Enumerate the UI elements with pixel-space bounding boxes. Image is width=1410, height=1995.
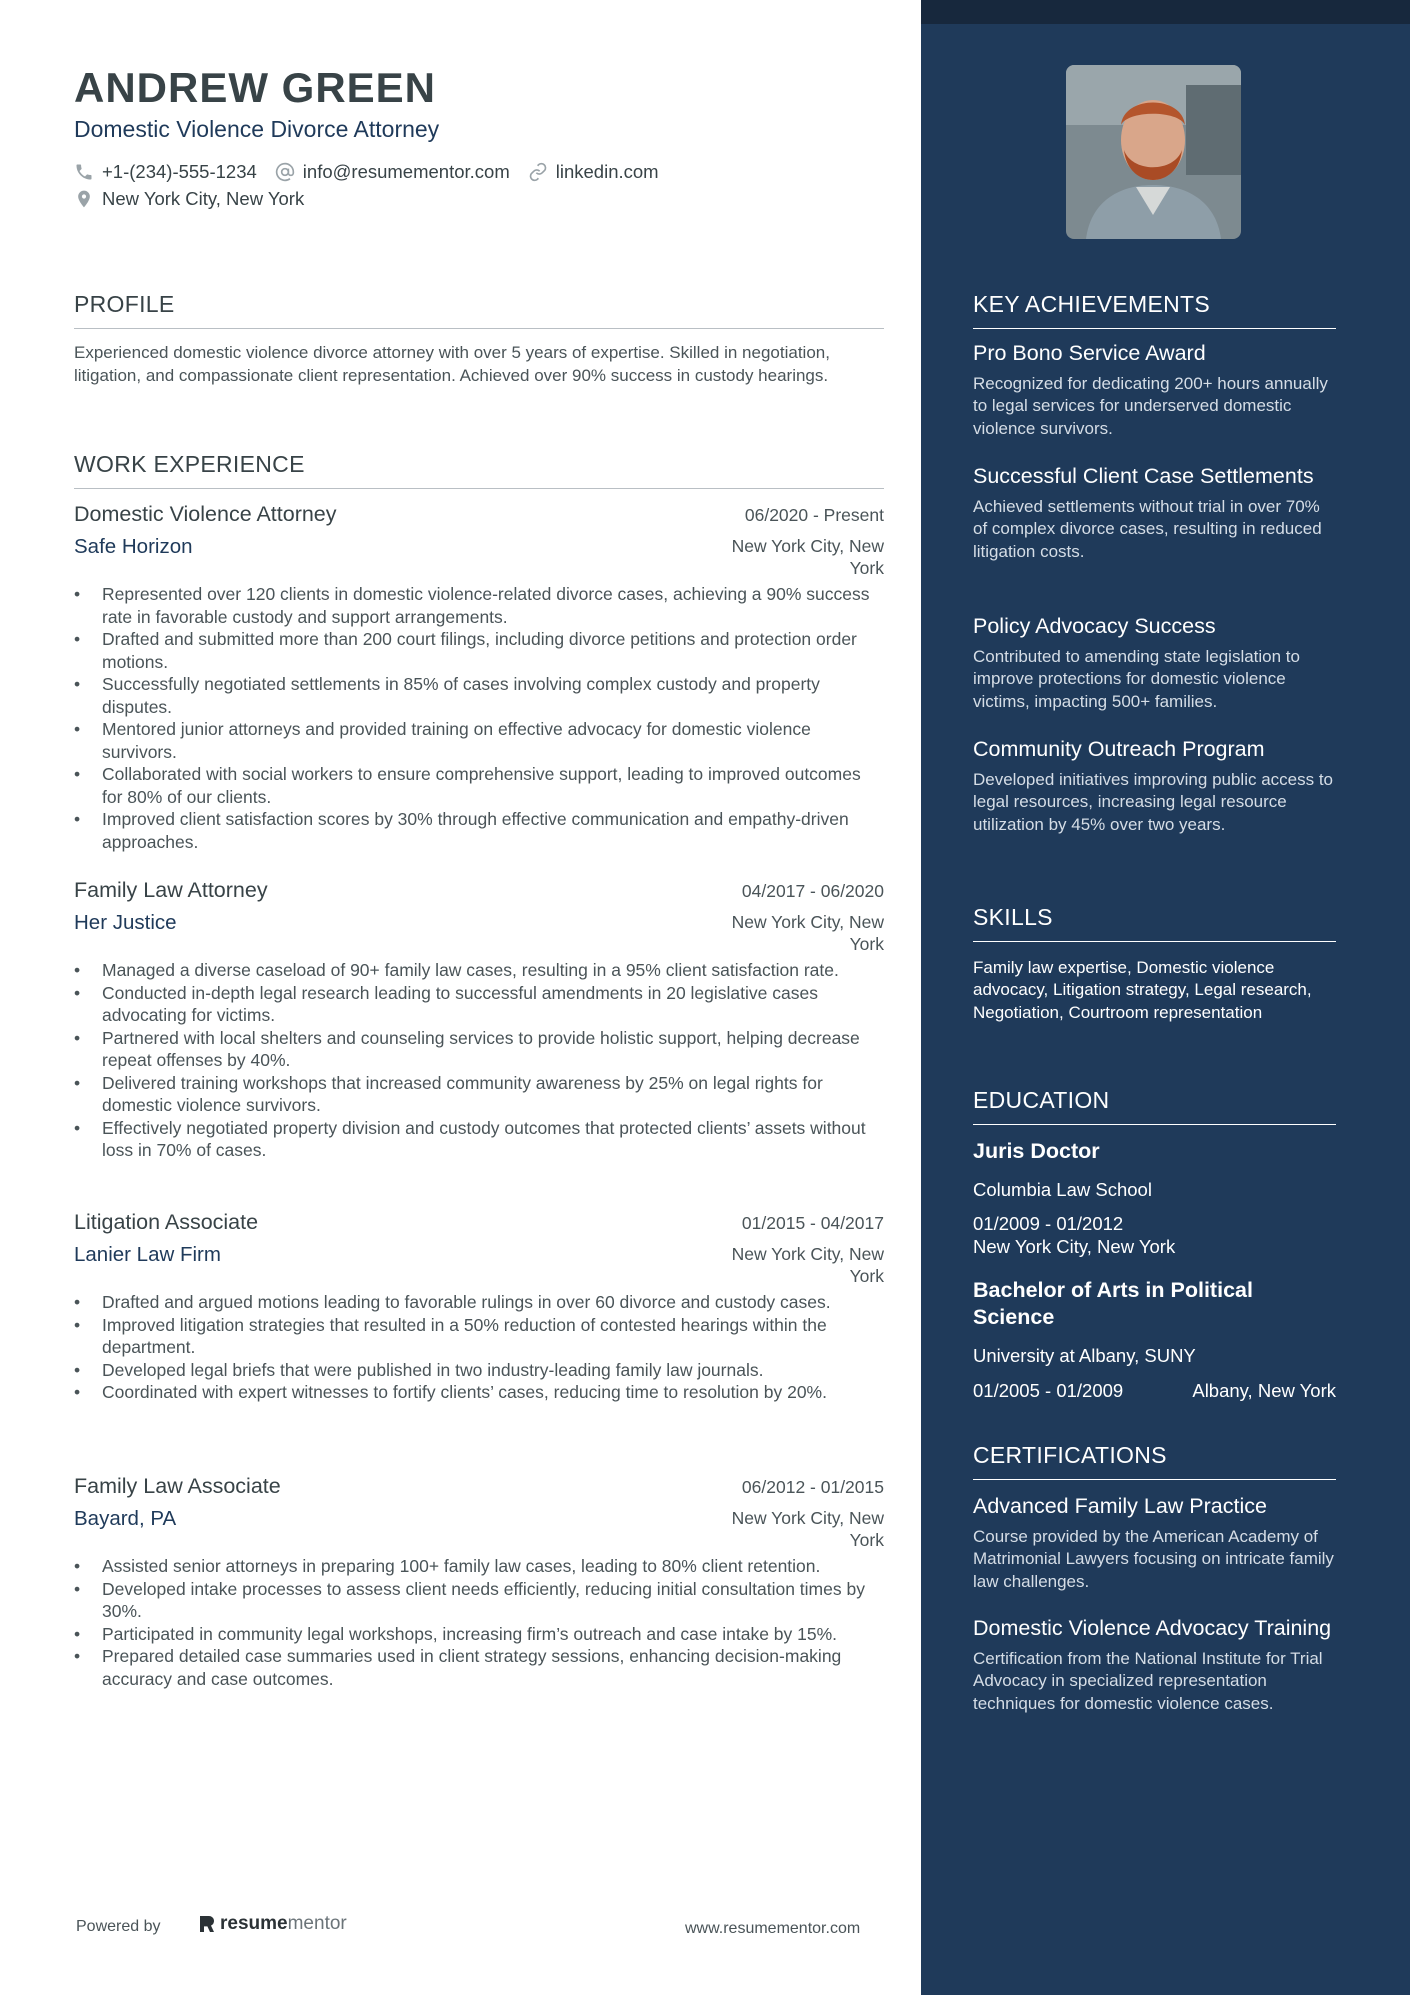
achievement-text: Contributed to amending state legislation to improve protections for domestic violence victims, impacting 500+ families.: [973, 647, 1300, 711]
achievement-item: [973, 463, 1336, 563]
education-school: University at Albany, SUNY: [973, 1345, 1196, 1366]
job-title: Family Law Associate: [74, 1474, 281, 1498]
job-dates: 04/2017 - 06/2020: [741, 881, 884, 901]
achievement-item: [973, 736, 1336, 836]
link-icon: [528, 162, 548, 182]
location-item: [74, 188, 304, 210]
job-bullets: [74, 583, 884, 853]
job-bullets: [74, 959, 884, 1162]
contact-location: [74, 188, 322, 210]
candidate-name: ANDREW GREEN: [74, 64, 437, 111]
list-item: • Collaborated with social workers to ensure comprehensive support, leading to improved outcomes for 80% of our clients.: [74, 763, 884, 808]
job-location: New York City, New York: [731, 1244, 884, 1286]
list-item: • Drafted and submitted more than 200 court filings, including divorce petitions and protection order motions.: [74, 628, 884, 673]
job-title: Family Law Attorney: [74, 878, 268, 902]
experience-heading: WORK EXPERIENCE: [74, 451, 884, 489]
list-item: • Mentored junior attorneys and provided training on effective advocacy for domestic violence survivors.: [74, 718, 884, 763]
education-degree: Bachelor of Arts in Political Science: [973, 1278, 1253, 1329]
achievement-item: [973, 340, 1336, 440]
contact-email[interactable]: [275, 161, 510, 183]
list-item: • Delivered training workshops that increased community awareness by 25% on legal rights for domestic violence survivors.: [74, 1072, 884, 1117]
job-bullets: [74, 1291, 884, 1404]
footer-url[interactable]: www.resumementor.com: [685, 1920, 861, 1937]
achievement-text: Developed initiatives improving public access to legal resources, increasing legal resource utilization by 45% over two years.: [973, 770, 1334, 834]
achievement-title: Pro Bono Service Award: [973, 341, 1206, 365]
list-item: • Conducted in-depth legal research leading to successful amendments in 20 legislative cases advocating for victims.: [74, 982, 884, 1027]
list-item: • Improved litigation strategies that resulted in a 50% reduction of contested hearings within the department.: [74, 1314, 884, 1359]
list-item: • Prepared detailed case summaries used in client strategy sessions, enhancing decision-making accuracy and case outcomes.: [74, 1645, 884, 1690]
achievement-title: Community Outreach Program: [973, 737, 1265, 761]
list-item: • Coordinated with expert witnesses to fortify clients’ cases, reducing time to resolution by 20%.: [74, 1381, 884, 1404]
sidebar: [921, 0, 1410, 1995]
list-item: • Improved client satisfaction scores by 30% through effective communication and empathy-driven approaches.: [74, 808, 884, 853]
phone-text: +1-(234)-555-1234: [102, 161, 257, 182]
certification-title: Domestic Violence Advocacy Training: [973, 1616, 1332, 1640]
profile-heading: PROFILE: [74, 291, 884, 329]
education-heading: EDUCATION: [973, 1087, 1336, 1125]
education-school: Columbia Law School: [973, 1179, 1152, 1200]
job-dates: 06/2012 - 01/2015: [741, 1477, 884, 1497]
job-dates: 06/2020 - Present: [744, 505, 884, 525]
profile-photo: [1066, 65, 1241, 239]
resumementor-logo[interactable]: [198, 1913, 347, 1935]
job-title: Litigation Associate: [74, 1210, 259, 1234]
job-location: New York City, New York: [731, 536, 884, 578]
achievement-item: [973, 613, 1336, 713]
powered-by-label: Powered by: [76, 1918, 161, 1935]
avatar: [1066, 65, 1241, 239]
certifications-heading: CERTIFICATIONS: [973, 1442, 1336, 1480]
job-bullets: [74, 1555, 884, 1690]
phone-icon: [74, 162, 94, 182]
education-meta-row: [973, 1379, 1336, 1402]
contact-linkedin[interactable]: [528, 161, 659, 183]
job-entry: [74, 878, 884, 1162]
location-text: New York City, New York: [102, 188, 305, 209]
job-entry: [74, 502, 884, 853]
list-item: • Assisted senior attorneys in preparing 100+ family law cases, leading to 80% client retention.: [74, 1555, 884, 1578]
linkedin-text: linkedin.com: [555, 161, 659, 182]
achievement-title: Policy Advocacy Success: [973, 614, 1216, 638]
job-location: New York City, New York: [731, 912, 884, 954]
job-entry: [74, 1210, 884, 1404]
profile-text: Experienced domestic violence divorce attorney with over 5 years of expertise. Skilled in negotiation, litigation, and compassionate client representation. Achieved over 90% success in custody hearings.: [74, 343, 830, 385]
at-sign-icon: [275, 162, 295, 182]
certification-item: [973, 1615, 1336, 1715]
list-item: • Effectively negotiated property division and custody outcomes that protected clients’ assets without loss in 70% of cases.: [74, 1117, 884, 1162]
education-dates: 01/2005 - 01/2009: [973, 1380, 1124, 1401]
job-company: Her Justice: [74, 911, 177, 934]
logo-text-mentor: mentor: [287, 1913, 347, 1934]
achievement-title: Successful Client Case Settlements: [973, 464, 1314, 488]
location-pin-icon: [74, 189, 94, 209]
certification-title: Advanced Family Law Practice: [973, 1494, 1267, 1518]
list-item: • Managed a diverse caseload of 90+ family law cases, resulting in a 95% client satisfaction rate.: [74, 959, 884, 982]
resumementor-logo-icon: [198, 1914, 216, 1934]
certification-item: [973, 1493, 1336, 1593]
certification-text: Certification from the National Institute for Trial Advocacy in specialized representation techniques for domestic violence cases.: [973, 1649, 1323, 1713]
job-title: Domestic Violence Attorney: [74, 502, 337, 526]
job-company: Safe Horizon: [74, 535, 193, 558]
education-location: Albany, New York: [1192, 1380, 1336, 1401]
job-entry: [74, 1474, 884, 1690]
contact-phone: [74, 161, 257, 183]
list-item: • Successfully negotiated settlements in 85% of cases involving complex custody and property disputes.: [74, 673, 884, 718]
job-location: New York City, New York: [731, 1508, 884, 1550]
job-company: Lanier Law Firm: [74, 1243, 221, 1266]
list-item: • Represented over 120 clients in domestic violence-related divorce cases, achieving a 90% success rate in favorable custody and support arrangements.: [74, 583, 884, 628]
achievement-text: Achieved settlements without trial in over 70% of complex divorce cases, resulting in reduced litigation costs.: [973, 497, 1322, 561]
education-location: New York City, New York: [973, 1236, 1176, 1257]
logo-text-resume: resume: [220, 1913, 288, 1934]
job-company: Bayard, PA: [74, 1507, 177, 1530]
email-text: info@resumementor.com: [302, 161, 510, 182]
list-item: • Developed intake processes to assess client needs efficiently, reducing initial consultation times by 30%.: [74, 1578, 884, 1623]
achievement-text: Recognized for dedicating 200+ hours annually to legal services for underserved domestic violence survivors.: [973, 374, 1328, 438]
skills-heading: SKILLS: [973, 904, 1336, 942]
contact-row: [74, 161, 677, 183]
candidate-role: Domestic Violence Divorce Attorney: [74, 116, 440, 142]
sidebar-topbar: [921, 0, 1410, 24]
education-degree: Juris Doctor: [973, 1139, 1100, 1163]
list-item: • Developed legal briefs that were published in two industry-leading family law journals.: [74, 1359, 884, 1382]
job-dates: 01/2015 - 04/2017: [741, 1213, 884, 1233]
skills-text: Family law expertise, Domestic violence advocacy, Litigation strategy, Legal research, Negotiation, Courtroom representation: [973, 958, 1312, 1022]
list-item: • Partnered with local shelters and counseling services to provide holistic support, helping decrease repeat offenses by 40%.: [74, 1027, 884, 1072]
achievements-heading: KEY ACHIEVEMENTS: [973, 291, 1336, 329]
list-item: • Participated in community legal workshops, increasing firm’s outreach and case intake by 15%.: [74, 1623, 884, 1646]
education-dates: 01/2009 - 01/2012: [973, 1213, 1124, 1234]
list-item: • Drafted and argued motions leading to favorable rulings in over 60 divorce and custody cases.: [74, 1291, 884, 1314]
certification-text: Course provided by the American Academy of Matrimonial Lawyers focusing on intricate family law challenges.: [973, 1527, 1334, 1591]
